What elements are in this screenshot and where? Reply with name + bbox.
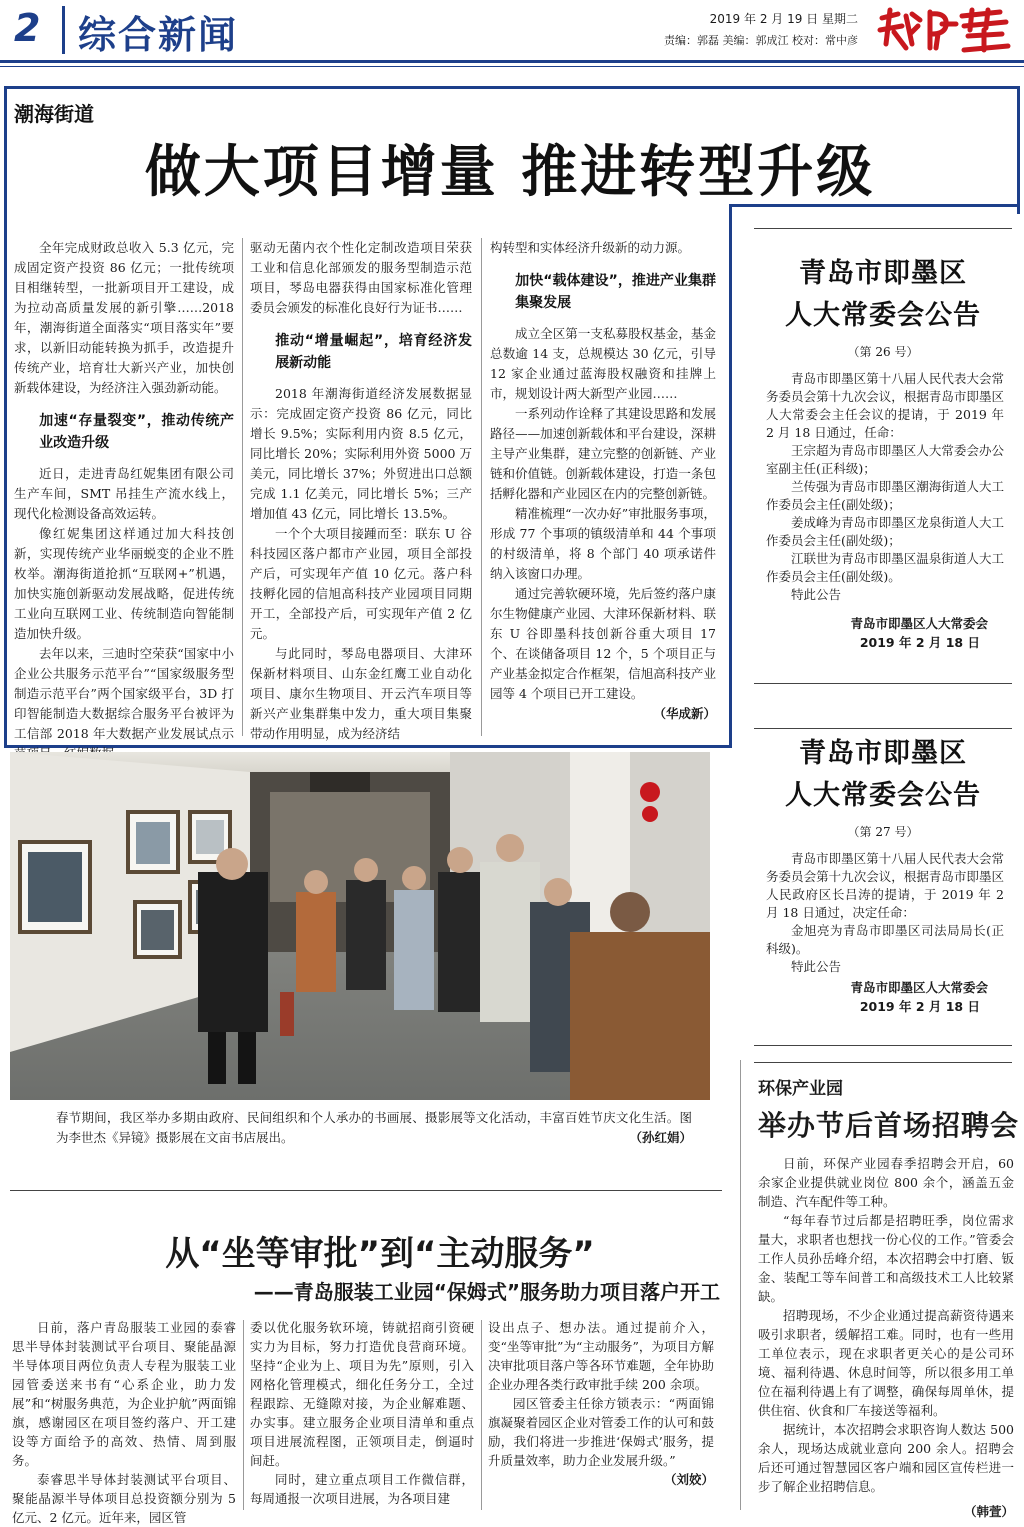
notice-number: （第 26 号） bbox=[847, 345, 919, 359]
photo-credit: （孙红娟） bbox=[629, 1130, 692, 1145]
story-byline: （刘姣） bbox=[663, 1472, 714, 1487]
lead-column-3 bbox=[490, 238, 716, 738]
paragraph: 委以优化服务软环境，铸就招商引资硬实力为目标，努力打造优良营商环境。坚持“企业为上、项目为先”原则，引入网格化管理模式，细化任务分工，全过程跟踪、无缝隙对接，为企业解难题、办实事。建立服务企业项目清单和重点项目进展流程图，正领项目走，倒逼时间赶。 bbox=[250, 1320, 474, 1468]
recruit-body bbox=[758, 1154, 1014, 1519]
paragraph: 2018 年潮海街道经济发展数据显示：完成固定资产投资 86 亿元，同比增长 9.5%；实际利用内资 8.5 亿元，同比增长 20%；实际利用外资 5000 万美元，同比增长 37%；外贸进出口总额完成 1.1 亿美元，同比增长 5%；三产增加值 43 亿元，同比增长 13.5%。 bbox=[250, 386, 472, 521]
notice-date: 2019 年 2 月 18 日 bbox=[859, 999, 980, 1014]
page-number: 2 bbox=[14, 6, 41, 50]
paragraph: 通过完善软硬环境，先后签约落户康尔生物健康产业园、大津环保新材料、联东 U 谷即墨科技创新谷重大项目 17 个、在谈储备项目 12 个，5 个项目正与产业基金拟定合作框架，信旭高科技产业园等 4 个项目已开工建设。 bbox=[490, 586, 716, 701]
lead-subhead-3: 加快“载体建设”，推进产业集群集聚发展 bbox=[515, 273, 716, 311]
paragraph: 一个个大项目接踵而至：联东 U 谷科技园区落户都市产业园，项目全部投产后，可实现年产值 10 亿元。落户科技孵化园的信旭高科技产业园项目同期开工，全部投产后，可实现年产值 2 亿元。 bbox=[250, 526, 472, 641]
notice-title-line1: 青岛市即墨区 bbox=[799, 738, 967, 769]
story-column-2 bbox=[250, 1318, 474, 1512]
masthead-rule-thin bbox=[0, 66, 1024, 67]
story-column-3 bbox=[488, 1318, 714, 1512]
paragraph: 近日，走进青岛红妮集团有限公司生产车间，SMT 吊挂生产流水线上，现代化检测设备高效运转。 bbox=[14, 466, 234, 521]
recruit-headline: 举办节后首场招聘会 bbox=[758, 1109, 1020, 1142]
notice-title-line2: 人大常委会公告 bbox=[785, 300, 981, 331]
notice-26 bbox=[754, 228, 1012, 684]
paragraph: 招聘现场，不少企业通过提高薪资待遇来吸引求职者，缓解招工难。同时，也有一些用工单位表示，现在求职者更关心的是公司环境、福利待遇、休息时间等，所以很多用工单位在福利待遇上有了调整，确保每周单休，提供住宿、伙食和厂车接送等福利。 bbox=[758, 1308, 1014, 1418]
paragraph: 青岛市即墨区第十八届人民代表大会常务委员会第十九次会议，根据青岛市即墨区人民政府区长吕涛的提请，于 2019 年 2 月 18 日通过，决定任命： bbox=[766, 851, 1004, 920]
notice-date: 2019 年 2 月 18 日 bbox=[859, 635, 980, 650]
news-photo bbox=[10, 752, 710, 1100]
notice-number: （第 27 号） bbox=[847, 825, 919, 839]
paragraph: 泰睿思半导体封装测试平台项目、聚能晶源半导体项目总投资额分别为 5 亿元、2 亿元。近年来，园区管 bbox=[12, 1472, 236, 1525]
section-title: 综合新闻 bbox=[78, 13, 239, 57]
lead-frame-inner-vertical bbox=[729, 204, 732, 748]
editor-credits: 责编：郭磊 美编：郭成江 校对：常中彦 bbox=[664, 34, 858, 47]
paragraph: 姜成峰为青岛市即墨区龙泉街道人大工作委员会主任(副处级)； bbox=[766, 515, 1004, 548]
paragraph: 全年完成财政总收入 5.3 亿元，完成固定资产投资 86 亿元；一批传统项目相继转型，一批新项目开工建设，成为拉动高质量发展的新引擎……2018 年，潮海街道全面落实“项目落实年”要求，以新旧动能转换为抓手，改造提升传统产业，培育壮大新兴产业，加快创新载体建设，为经济注入强劲新动能。 bbox=[14, 240, 234, 395]
paragraph: 设出点子、想办法。通过提前介入，变“坐等审批”为“主动服务”，为项目方解决审批项目落户等各环节难题，全年协助企业办理各类行政审批手续 200 余项。 bbox=[488, 1320, 714, 1392]
column-divider bbox=[740, 1060, 741, 1510]
photo-caption-text: 春节期间，我区举办多期由政府、民间组织和个人承办的书画展、摄影展等文化活动，丰富百姓节庆文化生活。图为李世杰《异镜》摄影展在文亩书店展出。 bbox=[56, 1110, 692, 1145]
recruit-rule bbox=[754, 1062, 1012, 1063]
lead-headline: 做大项目增量 推进转型升级 bbox=[144, 140, 876, 205]
notice-title-line1: 青岛市即墨区 bbox=[799, 258, 967, 289]
notice-body bbox=[754, 850, 1012, 976]
lead-column-2 bbox=[250, 238, 472, 741]
lead-kicker: 潮海街道 bbox=[14, 102, 94, 126]
story-subheadline: ——青岛服装工业园“保姆式”服务助力项目落户开工 bbox=[253, 1280, 720, 1304]
paragraph: 精准梳理“一次办好”审批服务事项，形成 77 个事项的镇级清单和 44 个事项的村级清单，将 8 个部门 40 项承诺件纳入该窗口办理。 bbox=[490, 506, 716, 581]
paragraph: 金旭亮为青岛市即墨区司法局局长(正科级)。 bbox=[766, 923, 1004, 956]
column-divider bbox=[242, 238, 243, 736]
newspaper-logo bbox=[872, 4, 1020, 56]
column-divider bbox=[481, 1320, 482, 1510]
story-column-1 bbox=[12, 1318, 236, 1525]
story-rule bbox=[10, 1190, 722, 1191]
lead-column-1 bbox=[14, 238, 234, 741]
paragraph: 江联世为青岛市即墨区温泉街道人大工作委员会主任(副处级)。 bbox=[766, 551, 1004, 584]
paragraph: 同时，建立重点项目工作微信群，每周通报一次项目进展，为各项目建 bbox=[250, 1472, 474, 1506]
paragraph: 特此公告 bbox=[791, 959, 842, 974]
paragraph: 成立全区第一支私募股权基金，基金总数逾 14 支，总规模达 30 亿元，引导 12 家企业通过蓝海股权融资和挂牌上市，规划设计两大新型产业园…… bbox=[490, 326, 716, 401]
paragraph: 兰传强为青岛市即墨区潮海街道人大工作委员会主任(副处级)； bbox=[766, 479, 1004, 512]
lead-byline: （华成新） bbox=[653, 706, 716, 721]
paragraph: “每年春节过后都是招聘旺季，岗位需求量大，求职者也想找一份心仪的工作。”管委会工作人员孙岳峰介绍，本次招聘会中打磨、钣金、装配工等车间普工和高级技术工人比较紧缺。 bbox=[758, 1213, 1014, 1304]
paragraph: 青岛市即墨区第十八届人民代表大会常务委员会第十九次会议，根据青岛市即墨区人大常委会主任会议的提请，于 2019 年 2 月 18 日通过，任命： bbox=[766, 371, 1004, 440]
paragraph: 日前，环保产业园春季招聘会开启，60 余家企业提供就业岗位 800 余个，涵盖五金制造、汽车配件等工种。 bbox=[758, 1156, 1014, 1209]
lead-subhead-1: 加速“存量裂变”，推动传统产业改造升级 bbox=[39, 413, 234, 451]
lead-subhead-2: 推动“增量崛起”，培育经济发展新动能 bbox=[275, 333, 472, 371]
paragraph: 据统计，本次招聘会求职咨询人数达 500 余人，现场达成就业意向 200 余人。招聘会后还可通过智慧园区客户端和园区宣传栏进一步了解企业招聘信息。 bbox=[758, 1422, 1014, 1494]
paragraph: 王宗超为青岛市即墨区人大常委会办公室副主任(正科级)； bbox=[766, 443, 1004, 476]
masthead-rule bbox=[0, 60, 1024, 63]
notice-signature bbox=[754, 614, 1012, 652]
paragraph: 一系列动作诠释了其建设思路和发展路径——加速创新载体和平台建设，深耕主导产业集群，建立完整的创新链、产业链和价值链。创新载体建设，打造一条包括孵化器和产业园区在内的完整创新链。 bbox=[490, 406, 716, 501]
paragraph: 去年以来，三迪时空荣获“国家中小企业公共服务示范平台”“国家级服务型制造示范平台”两个国家级平台，3D 打印智能制造大数据综合服务平台被评为工信部 2018 年大数据产业发展试点示 bbox=[14, 646, 234, 741]
notice-signer: 青岛市即墨区人大常委会 bbox=[850, 616, 988, 631]
column-divider bbox=[243, 1320, 244, 1510]
paragraph: 特此公告 bbox=[791, 587, 842, 602]
issue-date: 2019 年 2 月 19 日 星期二 bbox=[709, 12, 858, 26]
paragraph: 像红妮集团这样通过加大科技创新，实现传统产业华丽蜕变的企业不胜枚举。潮海街道抢抓“互联网+”机遇，加快实施创新驱动发展战略，促进传统工业向互联网工业、传统制造向智能制造加快升级。 bbox=[14, 526, 234, 641]
recruit-byline: （韩萱） bbox=[963, 1504, 1014, 1519]
notice-signature bbox=[754, 978, 1012, 1016]
column-divider bbox=[481, 238, 482, 736]
notice-body bbox=[754, 370, 1012, 604]
notice-27 bbox=[754, 728, 1012, 1046]
lead-frame-right bbox=[1017, 204, 1020, 214]
notice-title-line2: 人大常委会公告 bbox=[785, 780, 981, 811]
lead-frame-left bbox=[4, 204, 7, 748]
notice-signer: 青岛市即墨区人大常委会 bbox=[850, 980, 988, 995]
paragraph: 驱动无菌内衣个性化定制改造项目荣获工业和信息化部颁发的服务型制造示范项目，琴岛电器获得由国家标准化管理委员会颁发的标准化良好行为证书…… bbox=[250, 240, 472, 315]
story-headline: 从“坐等审批”到“主动服务” bbox=[165, 1234, 595, 1274]
masthead-divider bbox=[62, 6, 65, 54]
photo-caption bbox=[56, 1108, 692, 1148]
paragraph: 与此同时，琴岛电器项目、大津环保新材料项目、山东金红鹰工业自动化项目、康尔生物项目、开云汽车项目等新兴产业集群集中发力，重大项目集聚带动作用明显，成为经济结 bbox=[250, 646, 472, 741]
paragraph: 园区管委主任徐方锁表示：“两面锦旗凝聚着园区企业对管委工作的认可和鼓励，我们将进一步推进‘保姆式’服务，提升质量效率，助力企业发展升级。” bbox=[488, 1396, 714, 1468]
paragraph: 构转型和实体经济升级新的动力源。 bbox=[490, 240, 691, 255]
paragraph: 日前，落户青岛服装工业园的泰睿思半导体封装测试平台项目、聚能晶源半导体项目两位负责人专程为服装工业园管委送来书有“心系企业，助力发展”和“树服务典范，为企业护航”两面锦旗，感谢园区在项目签约落户、开工建设等方面给予的高效、热情、周到服务。 bbox=[12, 1320, 236, 1468]
recruit-kicker: 环保产业园 bbox=[758, 1079, 843, 1099]
